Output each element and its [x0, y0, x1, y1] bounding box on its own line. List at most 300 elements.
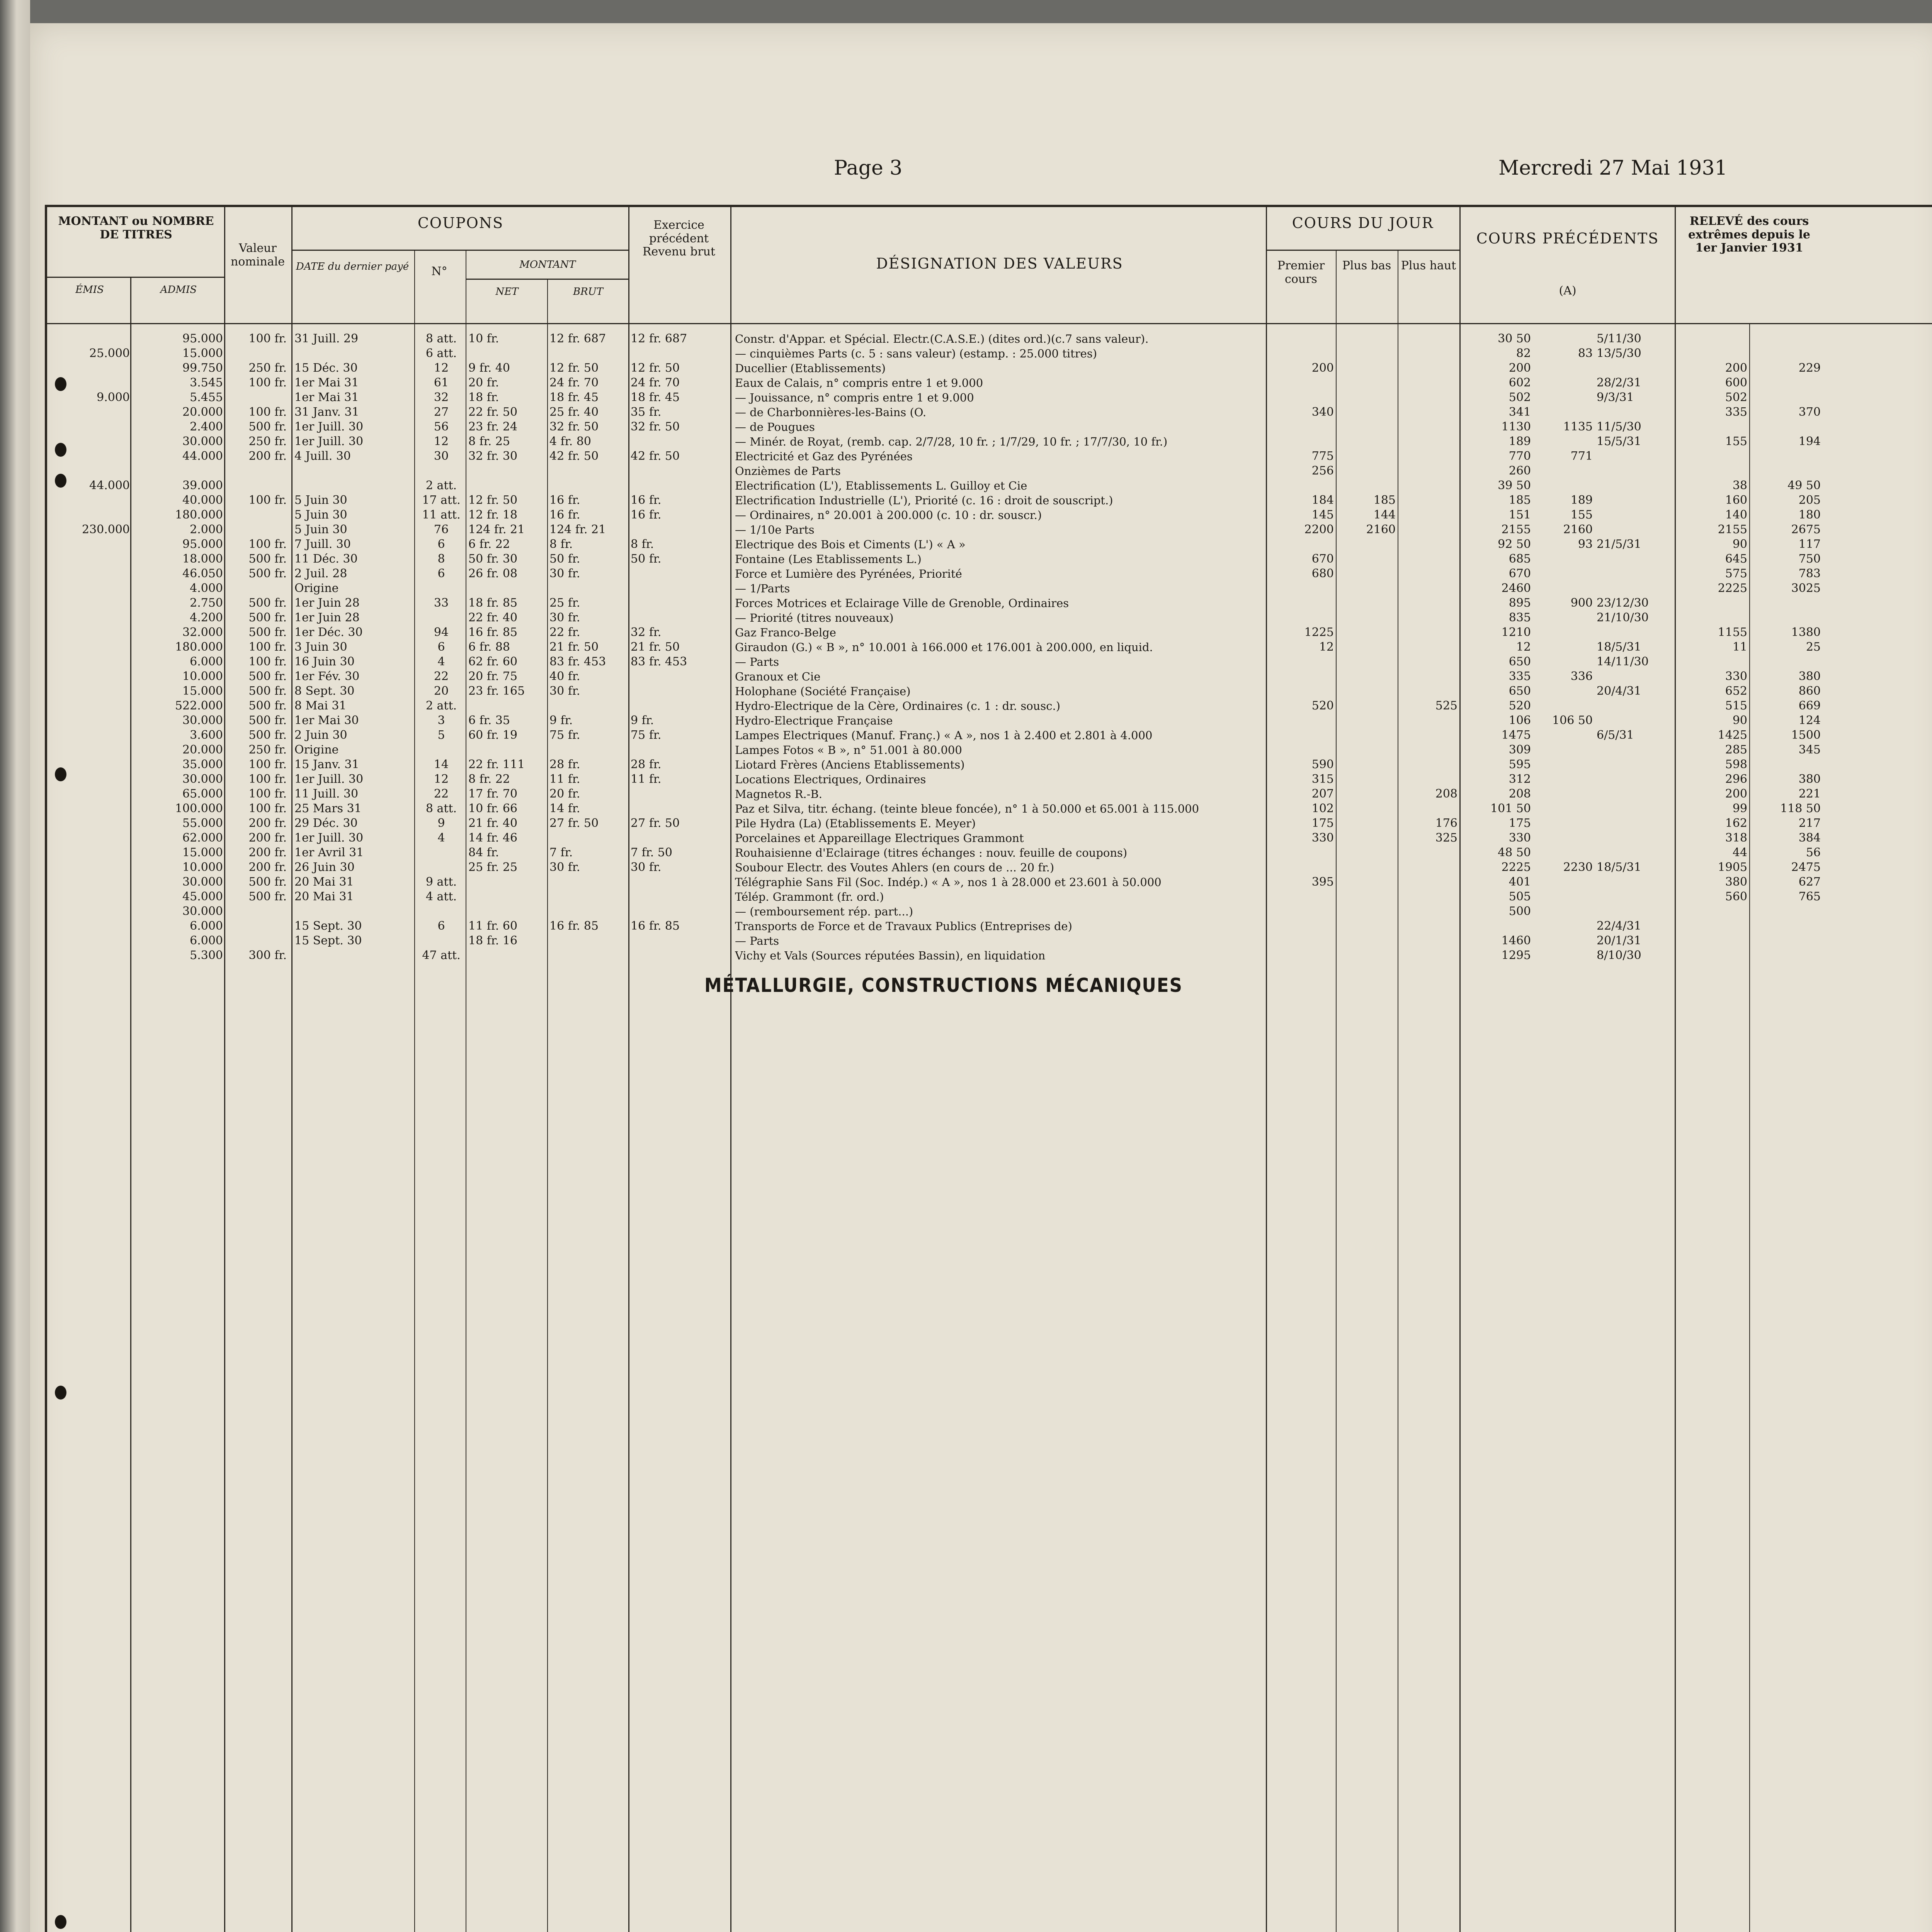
header-emis: ÉMIS	[75, 284, 104, 296]
cell-brut: 9 fr.	[549, 714, 573, 727]
cell-ex: 18 fr. 45	[631, 391, 680, 404]
header-releve: RELEVÉ des cours extrêmes depuis le 1er Janvier 1931	[1688, 214, 1810, 255]
cell-nom: 100 fr.	[248, 376, 287, 389]
cell-r1: 502	[1725, 391, 1747, 404]
cell-date: 1er Mai 30	[294, 714, 359, 727]
cell-desig: Ducellier (Etablissements)	[735, 362, 886, 375]
cell-adm: 30.000	[182, 435, 223, 448]
header-cours-du-jour: COURS DU JOUR	[1292, 214, 1434, 231]
cell-date: 25 Mars 31	[294, 802, 362, 815]
cell-nom: 250 fr.	[248, 361, 287, 375]
cell-net: 22 fr. 111	[468, 758, 525, 771]
table-row	[47, 947, 1932, 964]
cell-r2: 783	[1798, 567, 1821, 580]
cell-prem: 395	[1311, 875, 1334, 889]
cell-net: 6 fr. 88	[468, 640, 510, 654]
table-row	[47, 713, 1932, 729]
cell-r1: 560	[1725, 890, 1747, 903]
cell-p1: 2155	[1501, 523, 1531, 536]
cell-p2: 771	[1570, 449, 1593, 463]
table-row	[47, 801, 1932, 817]
cell-p1: 330	[1509, 831, 1531, 845]
cell-ex: 42 fr. 50	[631, 449, 680, 463]
cell-date: 1er Déc. 30	[294, 626, 363, 639]
cell-p3: 18/5/31	[1597, 640, 1641, 654]
section-metallurgie: MÉTALLURGIE, CONSTRUCTIONS MÉCANIQUES	[704, 974, 1183, 997]
cell-adm: 44.000	[182, 449, 223, 463]
cell-p1: 82	[1516, 347, 1531, 360]
cell-p1: 650	[1509, 655, 1531, 668]
cell-ex: 12 fr. 687	[631, 332, 687, 345]
cell-r2: 56	[1806, 846, 1821, 859]
cell-r1: 318	[1725, 831, 1747, 845]
table-row	[47, 551, 1932, 567]
cell-adm: 95.000	[182, 332, 223, 345]
cell-r1: 1425	[1718, 728, 1747, 742]
cell-adm: 18.000	[182, 552, 223, 566]
cell-date: 1er Juill. 30	[294, 435, 364, 448]
cell-no: 6	[437, 640, 445, 654]
ink-blot	[55, 1915, 66, 1929]
quotation-table	[45, 205, 1932, 1932]
cell-adm: 62.000	[182, 831, 223, 845]
cell-date: 20 Mai 31	[294, 875, 354, 889]
cell-no: 6	[437, 567, 445, 580]
cell-brut: 83 fr. 453	[549, 655, 606, 668]
cell-adm: 3.545	[190, 376, 223, 389]
cell-desig: Transports de Force et de Travaux Publics (Entreprises de)	[735, 920, 1072, 933]
cell-desig: — Jouissance, n° compris entre 1 et 9.000	[735, 391, 974, 404]
cell-net: 10 fr.	[468, 332, 499, 345]
cell-nom: 500 fr.	[248, 567, 287, 580]
cell-date: 15 Janv. 31	[294, 758, 359, 771]
cell-prem: 680	[1311, 567, 1334, 580]
cell-r1: 645	[1725, 552, 1747, 566]
cell-nom: 200 fr.	[248, 816, 287, 830]
cell-prem: 184	[1311, 493, 1334, 507]
cell-adm: 3.600	[190, 728, 223, 742]
cell-brut: 25 fr.	[549, 596, 580, 610]
cell-nom: 500 fr.	[248, 596, 287, 610]
cell-r1: 380	[1725, 875, 1747, 889]
cell-adm: 46.050	[182, 567, 223, 580]
table-row	[47, 448, 1932, 464]
cell-desig: — Ordinaires, n° 20.001 à 200.000 (c. 10 : dr. souscr.)	[735, 509, 1042, 522]
cell-date: 26 Juin 30	[294, 861, 355, 874]
cell-p2: 900	[1570, 596, 1593, 610]
cell-adm: 20.000	[182, 743, 223, 757]
cell-p3: 18/5/31	[1597, 861, 1641, 874]
cell-r1: 330	[1725, 670, 1747, 683]
cell-date: 2 Juil. 28	[294, 567, 347, 580]
cell-brut: 24 fr. 70	[549, 376, 599, 389]
cell-r2: 118 50	[1780, 802, 1821, 815]
cell-prem: 590	[1311, 758, 1334, 771]
cell-r2: 25	[1806, 640, 1821, 654]
cell-date: 1er Juin 28	[294, 611, 360, 624]
cell-brut: 16 fr. 85	[549, 919, 599, 933]
cell-prem: 330	[1311, 831, 1334, 845]
cell-net: 14 fr. 46	[468, 831, 518, 845]
cell-desig: — de Pougues	[735, 420, 815, 434]
cell-p1: 500	[1509, 905, 1531, 918]
cell-bas: 2160	[1366, 523, 1396, 536]
cell-r2: 180	[1798, 508, 1821, 522]
cell-prem: 207	[1311, 787, 1334, 801]
cell-ex: 35 fr.	[631, 405, 662, 419]
cell-ex: 28 fr.	[631, 758, 662, 771]
cell-adm: 39.000	[182, 479, 223, 492]
cell-p3: 5/11/30	[1597, 332, 1641, 345]
cell-prem: 256	[1311, 464, 1334, 478]
cell-p1: 151	[1509, 508, 1531, 522]
cell-desig: — Parts	[735, 655, 779, 668]
cell-desig: Locations Electriques, Ordinaires	[735, 773, 926, 786]
cell-nom: 500 fr.	[248, 875, 287, 889]
cell-p1: 1130	[1501, 420, 1531, 434]
cell-r2: 750	[1798, 552, 1821, 566]
cell-r2: 1380	[1791, 626, 1821, 639]
cell-brut: 40 fr.	[549, 670, 580, 683]
header-cours-precedents: COURS PRÉCÉDENTS	[1476, 230, 1659, 247]
cell-p1: 401	[1509, 875, 1531, 889]
cell-net: 17 fr. 70	[468, 787, 518, 801]
table-row	[47, 360, 1932, 376]
cell-no: 11 att.	[422, 508, 461, 522]
cell-nom: 250 fr.	[248, 435, 287, 448]
cell-adm: 5.300	[190, 949, 223, 962]
cell-nom: 100 fr.	[248, 772, 287, 786]
cell-r2: 3025	[1791, 582, 1821, 595]
cell-desig: Constr. d'Appar. et Spécial. Electr.(C.A.S.E.) (dites ord.)(c.7 sans valeur).	[735, 332, 1149, 345]
cell-p1: 602	[1509, 376, 1531, 389]
cell-p3: 23/12/30	[1597, 596, 1649, 610]
cell-p1: 1295	[1501, 949, 1531, 962]
header-montant: MONTANT ou NOMBRE DE TITRES	[58, 214, 214, 242]
cell-p3: 11/5/30	[1597, 420, 1641, 434]
cell-p2: 2160	[1563, 523, 1593, 536]
cell-r1: 600	[1725, 376, 1747, 389]
cell-ex: 32 fr.	[631, 626, 662, 639]
cell-net: 6 fr. 35	[468, 714, 510, 727]
header-cours-precedents-sub: (A)	[1559, 284, 1577, 298]
cell-adm: 180.000	[175, 508, 223, 522]
cell-nom: 500 fr.	[248, 420, 287, 434]
cell-r2: 669	[1798, 699, 1821, 713]
cell-no: 27	[434, 405, 449, 419]
cell-p1: 505	[1509, 890, 1531, 903]
cell-brut: 20 fr.	[549, 787, 580, 801]
cell-no: 4	[437, 831, 445, 845]
cell-brut: 18 fr. 45	[549, 391, 599, 404]
table-row	[47, 830, 1932, 846]
cell-desig: Télép. Grammont (fr. ord.)	[735, 890, 884, 903]
cell-net: 8 fr. 25	[468, 435, 510, 448]
cell-r1: 140	[1725, 508, 1747, 522]
cell-prem: 340	[1311, 405, 1334, 419]
table-row	[47, 786, 1932, 802]
cell-prem: 520	[1311, 699, 1334, 713]
cell-no: 30	[434, 449, 449, 463]
table-row	[47, 654, 1932, 670]
cell-brut: 27 fr. 50	[549, 816, 599, 830]
cell-net: 18 fr. 16	[468, 934, 518, 947]
cell-ex: 24 fr. 70	[631, 376, 680, 389]
cell-p2: 155	[1570, 508, 1593, 522]
cell-brut: 14 fr.	[549, 802, 580, 815]
cell-adm: 6.000	[190, 655, 223, 668]
table-row	[47, 580, 1932, 597]
cell-ex: 8 fr.	[631, 537, 654, 551]
table-row	[47, 815, 1932, 832]
cell-adm: 10.000	[182, 670, 223, 683]
cell-p2: 83	[1578, 347, 1593, 360]
table-row	[47, 389, 1932, 406]
cell-desig: Télégraphie Sans Fil (Soc. Indép.) « A », nos 1 à 28.000 et 23.601 à 50.000	[735, 876, 1162, 889]
cell-desig: — (remboursement rép. part...)	[735, 905, 913, 918]
cell-p1: 835	[1509, 611, 1531, 624]
cell-r1: 160	[1725, 493, 1747, 507]
cell-adm: 100.000	[175, 802, 223, 815]
cell-p1: 685	[1509, 552, 1531, 566]
cell-desig: Force et Lumière des Pyrénées, Priorité	[735, 567, 962, 580]
table-row	[47, 331, 1932, 347]
cell-net: 25 fr. 25	[468, 861, 518, 874]
cell-ex: 27 fr. 50	[631, 816, 680, 830]
cell-nom: 100 fr.	[248, 655, 287, 668]
cell-adm: 30.000	[182, 875, 223, 889]
cell-r2: 2475	[1791, 861, 1821, 874]
table-row	[47, 345, 1932, 362]
cell-nom: 100 fr.	[248, 802, 287, 815]
cell-nom: 200 fr.	[248, 449, 287, 463]
cell-p1: 650	[1509, 684, 1531, 698]
cell-no: 6 att.	[425, 347, 457, 360]
ink-blot	[55, 1386, 66, 1400]
cell-adm: 2.750	[190, 596, 223, 610]
cell-no: 47 att.	[422, 949, 461, 962]
cell-r1: 652	[1725, 684, 1747, 698]
cell-r2: 380	[1798, 772, 1821, 786]
cell-brut: 32 fr. 50	[549, 420, 599, 434]
cell-r1: 200	[1725, 361, 1747, 375]
cell-no: 33	[434, 596, 449, 610]
table-row	[47, 463, 1932, 479]
header-exercice: Exercice précédent Revenu brut	[642, 218, 716, 259]
cell-p2: 1135	[1563, 420, 1593, 434]
cell-prem: 2200	[1304, 523, 1334, 536]
cell-desig: Eaux de Calais, n° compris entre 1 et 9.000	[735, 376, 983, 389]
cell-ex: 30 fr.	[631, 861, 662, 874]
cell-no: 4 att.	[425, 890, 457, 903]
cell-r2: 384	[1798, 831, 1821, 845]
cell-brut: 25 fr. 40	[549, 405, 599, 419]
cell-p1: 39 50	[1498, 479, 1531, 492]
cell-r1: 90	[1732, 537, 1747, 551]
cell-adm: 4.200	[190, 611, 223, 624]
cell-no: 22	[434, 670, 449, 683]
cell-date: 29 Déc. 30	[294, 816, 358, 830]
header-plus-bas: Plus bas	[1342, 259, 1391, 272]
cell-net: 9 fr. 40	[468, 361, 510, 375]
cell-adm: 45.000	[182, 890, 223, 903]
cell-r1: 296	[1725, 772, 1747, 786]
cell-net: 21 fr. 40	[468, 816, 518, 830]
header-premier-cours: Premier cours	[1277, 259, 1325, 286]
cell-p1: 2225	[1501, 861, 1531, 874]
cell-date: 3 Juin 30	[294, 640, 347, 654]
cell-adm: 6.000	[190, 934, 223, 947]
cell-r2: 2675	[1791, 523, 1821, 536]
cell-nom: 200 fr.	[248, 846, 287, 859]
cell-net: 20 fr.	[468, 376, 499, 389]
cell-nom: 500 fr.	[248, 699, 287, 713]
cell-desig: — Parts	[735, 934, 779, 947]
cell-desig: — de Charbonnières-les-Bains (O.	[735, 406, 927, 419]
cell-date: 15 Déc. 30	[294, 361, 358, 375]
cell-r1: 155	[1725, 435, 1747, 448]
cell-r2: 380	[1798, 670, 1821, 683]
cell-date: 31 Juill. 29	[294, 332, 359, 345]
cell-haut: 176	[1435, 816, 1458, 830]
cell-r1: 2225	[1718, 582, 1747, 595]
cell-brut: 42 fr. 50	[549, 449, 599, 463]
cell-date: 20 Mai 31	[294, 890, 354, 903]
cell-p1: 895	[1509, 596, 1531, 610]
cell-adm: 65.000	[182, 787, 223, 801]
cell-adm: 55.000	[182, 816, 223, 830]
cell-ex: 50 fr.	[631, 552, 662, 566]
cell-p1: 30 50	[1498, 332, 1531, 345]
cell-p1: 520	[1509, 699, 1531, 713]
cell-adm: 15.000	[182, 846, 223, 859]
cell-desig: Holophane (Société Française)	[735, 685, 911, 698]
table-row	[47, 727, 1932, 743]
cell-net: 124 fr. 21	[468, 523, 525, 536]
cell-prem: 1225	[1304, 626, 1334, 639]
cell-no: 2 att.	[425, 479, 457, 492]
cell-no: 2 att.	[425, 699, 457, 713]
cell-date: 1er Fév. 30	[294, 670, 360, 683]
cell-p1: 101 50	[1490, 802, 1531, 815]
cell-adm: 40.000	[182, 493, 223, 507]
cell-desig: Electrification Industrielle (L'), Priorité (c. 16 : droit de souscript.)	[735, 494, 1113, 507]
cell-p1: 502	[1509, 391, 1531, 404]
cell-p1: 312	[1509, 772, 1531, 786]
cell-nom: 100 fr.	[248, 758, 287, 771]
cell-brut: 12 fr. 50	[549, 361, 599, 375]
cell-ex: 75 fr.	[631, 728, 662, 742]
cell-r1: 44	[1732, 846, 1747, 859]
cell-r2: 217	[1798, 816, 1821, 830]
table-row	[47, 771, 1932, 787]
cell-ex: 16 fr.	[631, 508, 662, 522]
cell-brut: 75 fr.	[549, 728, 580, 742]
cell-no: 12	[434, 361, 449, 375]
cell-r1: 515	[1725, 699, 1747, 713]
cell-date: 15 Sept. 30	[294, 934, 362, 947]
cell-p3: 13/5/30	[1597, 347, 1641, 360]
table-row	[47, 874, 1932, 890]
cell-r2: 205	[1798, 493, 1821, 507]
cell-bas: 185	[1373, 493, 1396, 507]
cell-adm: 4.000	[190, 582, 223, 595]
cell-desig: Paz et Silva, titr. échang. (teinte bleue foncée), n° 1 à 50.000 et 65.001 à 115.000	[735, 802, 1199, 815]
cell-p1: 92 50	[1498, 537, 1531, 551]
cell-nom: 500 fr.	[248, 890, 287, 903]
table-row	[47, 610, 1932, 626]
cell-r1: 1155	[1718, 626, 1747, 639]
table-row	[47, 375, 1932, 391]
cell-p3: 22/4/31	[1597, 919, 1641, 933]
cell-date: 1er Mai 31	[294, 391, 359, 404]
cell-r1: 1905	[1718, 861, 1747, 874]
cell-adm: 30.000	[182, 905, 223, 918]
cell-brut: 8 fr.	[549, 537, 573, 551]
cell-adm: 180.000	[175, 640, 223, 654]
cell-p3: 21/5/31	[1597, 537, 1641, 551]
cell-p1: 1210	[1501, 626, 1531, 639]
cell-brut: 28 fr.	[549, 758, 580, 771]
table-row	[47, 507, 1932, 523]
cell-ex: 32 fr. 50	[631, 420, 680, 434]
cell-adm: 15.000	[182, 347, 223, 360]
cell-nom: 500 fr.	[248, 626, 287, 639]
cell-brut: 4 fr. 80	[549, 435, 592, 448]
cell-adm: 99.750	[182, 361, 223, 375]
table-row	[47, 859, 1932, 876]
cell-r2: 627	[1798, 875, 1821, 889]
cell-net: 6 fr. 22	[468, 537, 510, 551]
cell-net: 50 fr. 30	[468, 552, 518, 566]
cell-date: 1er Mai 31	[294, 376, 359, 389]
cell-nom: 100 fr.	[248, 405, 287, 419]
page-number: Page 3	[834, 156, 903, 180]
cell-no: 5	[437, 728, 445, 742]
cell-brut: 30 fr.	[549, 611, 580, 624]
cell-desig: Forces Motrices et Eclairage Ville de Grenoble, Ordinaires	[735, 597, 1069, 610]
cell-desig: Magnetos R.-B.	[735, 787, 822, 801]
cell-p3: 20/4/31	[1597, 684, 1641, 698]
table-row	[47, 845, 1932, 861]
cell-p3: 28/2/31	[1597, 376, 1641, 389]
cell-r2: 1500	[1791, 728, 1821, 742]
cell-p2: 189	[1570, 493, 1593, 507]
cell-net: 23 fr. 24	[468, 420, 518, 434]
cell-p1: 670	[1509, 567, 1531, 580]
cell-desig: Fontaine (Les Etablissements L.)	[735, 553, 922, 566]
table-row	[47, 595, 1932, 611]
cell-desig: Lampes Electriques (Manuf. Franç.) « A », nos 1 à 2.400 et 2.801 à 4.000	[735, 729, 1153, 742]
header-valeur-nominale: Valeur nominale	[231, 242, 285, 269]
table-row	[47, 478, 1932, 494]
cell-nom: 200 fr.	[248, 861, 287, 874]
cell-nom: 500 fr.	[248, 684, 287, 698]
cell-p3: 21/10/30	[1597, 611, 1649, 624]
cell-nom: 100 fr.	[248, 537, 287, 551]
cell-nom: 100 fr.	[248, 640, 287, 654]
cell-p1: 200	[1509, 361, 1531, 375]
cell-date: 31 Janv. 31	[294, 405, 359, 419]
cell-brut: 16 fr.	[549, 508, 580, 522]
cell-adm: 30.000	[182, 714, 223, 727]
table-row	[47, 903, 1932, 920]
cell-date: 11 Déc. 30	[294, 552, 358, 566]
header-brut: BRUT	[573, 286, 603, 298]
cell-date: 1er Juill. 30	[294, 831, 364, 845]
cell-no: 9	[437, 816, 445, 830]
cell-desig: Giraudon (G.) « B », n° 10.001 à 166.000 et 176.001 à 200.000, en liquid.	[735, 641, 1153, 654]
